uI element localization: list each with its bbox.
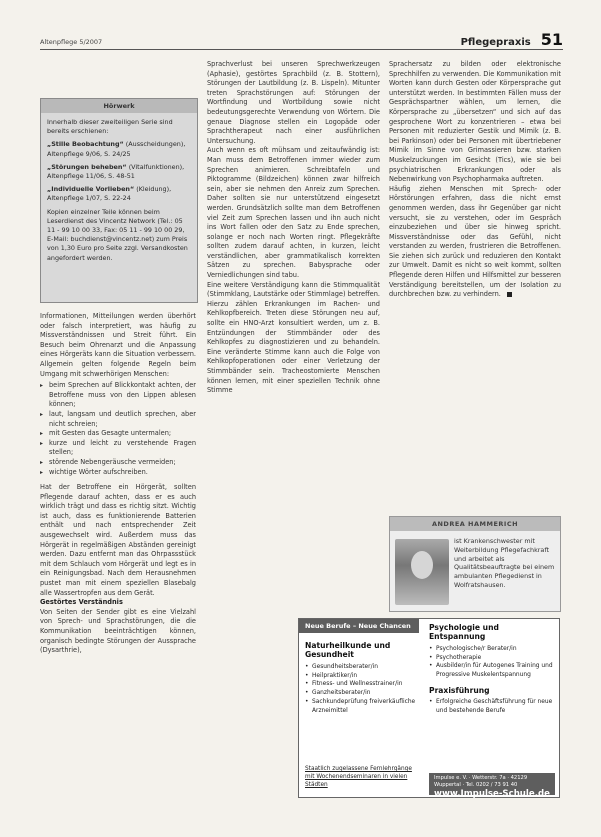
series-item: „Individuelle Vorlieben“ (Kleidung), Altenpflege 1/07, S. 22-24: [47, 185, 172, 203]
list-item: ▸ mit Gesten das Gesagte untermalen;: [40, 429, 196, 439]
end-mark-icon: [507, 292, 512, 297]
page-number: 51: [540, 30, 563, 49]
info-box-footer: Kopien einzelner Teile können beim Leserdienst des Vincentz Network (Tel.: 05 11 - 99 10 00 33, Fax: 05 11 - 99 10 00 29, E-Mail: buchdienst@vincentz.net) zum Preis von 1,30 Euro pro Seite zzgl. Versandkosten angefordert werden.: [47, 207, 188, 262]
ad-right-column: [429, 623, 555, 716]
author-bio: ist Krankenschwester mit Weiterbildung Pflegefachkraft und arbeitet als Qualitätsbeauftragte bei einem ambulanten Pflegedienst in Wolfratshausen.: [454, 537, 555, 589]
list-item: ▸ beim Sprechen auf Blickkontakt achten, der Betroffene muss von den Lippen ablesen können;: [40, 381, 196, 410]
ad-band: Neue Berufe – Neue Chancen: [299, 619, 419, 633]
paragraph: Von Seiten der Sender gibt es eine Vielzahl von Sprech- und Sprachstörungen, die die Kommunikation beeinträchtigen können, organisch bedingte Störungen der Aussprache (Dysarthrie),: [40, 607, 196, 655]
ad-list-item: • Erfolgreiche Geschäftsführung für neue und bestehende Berufe: [429, 698, 555, 716]
text-column-1: [40, 312, 196, 656]
paragraph: Auch wenn es oft mühsam und zeitaufwändig ist: Man muss dem Betroffenen immer wieder zum Sprechen animieren. Schreibtafeln und Piktogramme (Bildzeichen) können zwar hilfreich sein, aber sie nehmen den Anreiz zum Sprechen. Daher sollten sie nur unterstützend eingesetzt werden. Grundsätzlich sollte man dem Betroffenen viel Zeit zum Sprechen lassen und ihn auch nicht ins Wort fallen oder den Satz zu Ende sprechen, solange er noch nach Worten ringt. Pflegekräfte sollten zudem darauf achten, in kurzen, leicht verständlichen, aber grammatikalisch korrekten Sätzen zu sprechen. Babysprache oder Verniedlichungen sind tabu.: [207, 146, 380, 280]
section-title: Pflegepraxis: [460, 37, 531, 48]
ad-website: www.Impulse-Schule.de: [434, 789, 550, 799]
author-name: ANDREA HAMMERICH: [390, 517, 560, 531]
issue-label: Altenpflege 5/2007: [40, 38, 103, 46]
ad-list: [429, 698, 555, 716]
list-item: ▸ störende Nebengeräusche vermeiden;: [40, 458, 196, 468]
list-item: ▸ kurze und leicht zu verstehende Fragen stellen;: [40, 439, 196, 458]
ad-list-item: • Fitness- und Wellnesstrainer/in: [305, 680, 423, 689]
tips-list: [40, 381, 196, 477]
advertisement: [298, 618, 560, 798]
ad-list-item: • Gesundheitsberater/in: [305, 663, 423, 672]
header-rule: [40, 49, 563, 50]
paragraph: Eine weitere Verständigung kann die Stimmqualität (Stimmklang, Lautstärke oder Stimmlage) betreffen. Hierzu zählen Erkrankungen im Rachen- und Kehlkopfbereich. Treten diese Störungen neu auf, sollte ein HNO-Arzt konsultiert werden, um z. B. Entzündungen der Stimmbänder oder des Kehlkopfes zu diagnostizieren und zu behandeln. Eine veränderte Stimme kann auch die Folge von Kehlkopfoperationen oder einer Verletzung der Stimmbänder sein. Tracheostomierte Menschen können lernen, mit einer speziellen Technik ohne Stimme: [207, 280, 380, 395]
list-item: ▸ laut, langsam und deutlich sprechen, aber nicht schreien;: [40, 410, 196, 429]
series-item: „Störungen beheben“ (Vitalfunktionen), Altenpflege 11/06, S. 48-51: [47, 162, 185, 181]
paragraph: Häufig ziehen Menschen mit Sprech- oder Hörstörungen erfahren, dass die nicht ernst genommen werden, dass ihr Gegenüber gar nicht versucht, sie zu verstehen, oder im Gespräch einzubeziehen und über sie hinweg spricht. Missverständnisse oder das Gefühl, nicht verstanden zu werden, frustrieren die Betroffenen. Sie ziehen sich zurück und reduzieren den Kontakt zur Umwelt. Damit es nicht so weit kommt, sollten Pflegende deren Hilfen und Hilfsmittel zur besseren Verständigung bereitstellen, um der Isolation zu durchbrechen bzw. zu verhindern.: [389, 184, 561, 299]
ad-list-item: • Ausbilder/in für Autogenes Training und Progressive Muskelentspannung: [429, 662, 555, 680]
author-photo: [395, 539, 449, 605]
series-info-box: [40, 98, 198, 303]
ad-list-item: • Psychologische/r Berater/in: [429, 645, 555, 654]
ad-list: [305, 663, 423, 716]
ad-list-item: • Ganzheitsberater/in: [305, 689, 423, 698]
text-column-2: [207, 60, 380, 396]
ad-list-item: • Psychotherapie: [429, 654, 555, 663]
ad-list-item: • Sachkundeprüfung freiverkäufliche Arzneimittel: [305, 698, 423, 716]
ad-contact: [429, 773, 555, 799]
text-column-3: [389, 60, 561, 300]
ad-heading: Naturheilkunde und Gesundheit: [305, 641, 391, 660]
subheading: Gestörtes Verständnis: [40, 598, 123, 607]
series-item: „Stille Beobachtung“ (Ausscheidungen), Altenpflege 9/06, S. 24/25: [47, 140, 186, 158]
ad-note: Staatlich zugelassene Fernlehrgänge mit Wochenendseminaren in vielen Städten: [305, 766, 412, 789]
ad-list: [429, 645, 555, 680]
paragraph: Hat der Betroffene ein Hörgerät, sollten Pflegende darauf achten, dass er es auch wirklich trägt und dass es richtig sitzt. Wichtig ist auch, dass es funktionierende Batterien enthält und nach entsprechender Zeit ausgewechselt wird. Außerdem muss das Hörgerät in regelmäßigen Abständen gereinigt werden. Dazu entfernt man das Ohrpassstück mit dem Schlauch vom Hörgerät und legt es in ein Reinigungsbad. Nach dem Herausnehmen pustet man mit einem speziellen Blasebalg alle Wassertropfen aus dem Gerät.: [40, 483, 196, 597]
info-box-title: Hörwerk: [41, 99, 197, 113]
paragraph: Sprachverlust bei unseren Sprechwerkzeugen (Aphasie), gestörtes Sprachbild (z. B. Stottern), Störungen der Lautbildung (z. B. Lispeln). Mitunter treten Sprachstörungen auf: Störungen der Wortfindung und Wortbildung sowie nicht bedeutungsgerechte Verwendung von Wörtern. Die genaue Diagnose stellen ein Logopäde oder Sprachtherapeut nach einer ausführlichen Untersuchung.: [207, 60, 380, 145]
info-box-body: [41, 113, 197, 272]
portrait-face-icon: [411, 551, 433, 579]
ad-left-column: [305, 641, 423, 716]
author-box: [389, 516, 561, 612]
ad-heading: Psychologie und Entspannung: [429, 623, 499, 642]
ad-list-item: • Heilpraktiker/in: [305, 672, 423, 681]
header-right: [461, 30, 563, 49]
ad-address: Impulse e. V. · Wetterstr. 7a · 42129 Wuppertal · Tel. 0202 / 73 91 40: [434, 775, 528, 788]
paragraph: Informationen, Mitteilungen werden überhört oder falsch interpretiert, was häufig zu Missverständnissen und Streit führt. Ein Besuch beim Ohrenarzt und die Anpassung eines Hörgeräts kann die Situation verbessern. Allgemein gelten folgende Regeln beim Umgang mit schwerhörigen Menschen:: [40, 312, 196, 378]
list-item: ▸ wichtige Wörter aufschreiben.: [40, 468, 196, 478]
info-box-intro: Innerhalb dieser zweiteiligen Serie sind bereits erschienen:: [47, 118, 173, 136]
ad-heading: Praxisführung: [429, 686, 490, 695]
paragraph: Sprachersatz zu bilden oder elektronische Sprechhilfen zu verwenden. Die Kommunikation mit Worten kann durch Gesten oder Körpersprache gut unterstützt werden. In bestimmten Fällen muss der Gesprächspartner wählen, um lernen, die Körpersprache zu „übersetzen“ und sich auf das gesprochene Wort zu konzentrieren – etwa bei Personen mit reduzierter Gestik und Mimik (z. B. bei Parkinson) oder bei Personen mit übertriebener Mimik im Sinne von Grimassieren bzw. starken Muskelzuckungen im Gesicht (Tics), wie sie bei psychiatrischen Erkrankungen oder als Nebenwirkung von Psychopharmaka auftreten.: [389, 60, 561, 184]
